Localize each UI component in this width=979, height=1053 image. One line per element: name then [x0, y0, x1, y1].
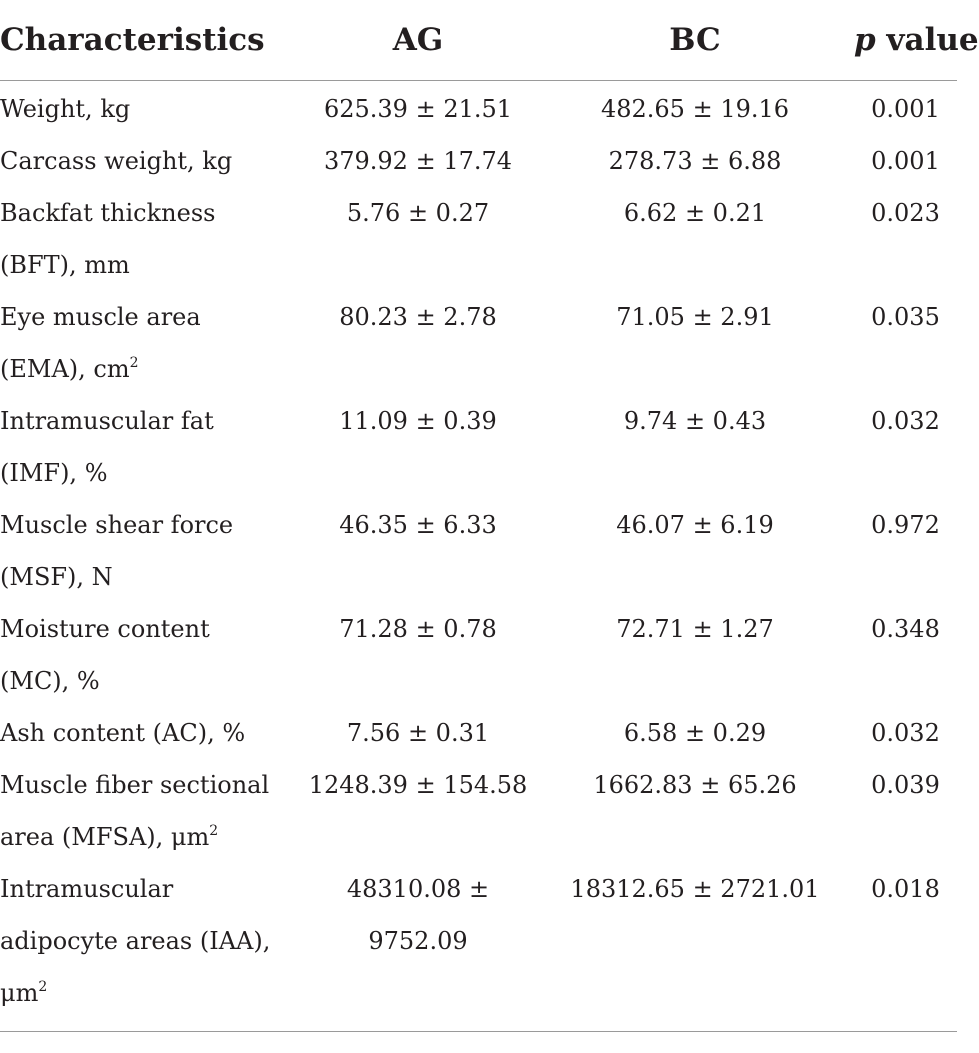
row-p-value: 0.023	[871, 199, 940, 227]
row-bc-value: 71.05 ± 2.91	[616, 303, 774, 331]
characteristic-line: (MSF), N	[0, 563, 113, 591]
row-bc-value: 482.65 ± 19.16	[600, 95, 790, 123]
superscript: 2	[129, 355, 139, 371]
superscript: 2	[38, 979, 48, 995]
table-row	[0, 759, 957, 863]
table-row	[0, 707, 957, 759]
characteristic-line: Ash content (AC), %	[0, 719, 246, 747]
row-p-value: 0.032	[871, 719, 940, 747]
row-ag-value: 46.35 ± 6.33	[339, 511, 497, 539]
row-characteristic	[0, 291, 300, 395]
table-row	[0, 81, 957, 136]
characteristic-line: (EMA), $cm^2$	[0, 355, 139, 383]
row-p-value: 0.039	[871, 771, 940, 799]
row-ag-value: 625.39 ± 21.51	[323, 95, 513, 123]
table-row	[0, 863, 957, 1032]
characteristic-line: adipocyte areas (IAA),	[0, 927, 271, 955]
characteristic-line: Eye muscle area	[0, 303, 201, 331]
row-bc-value: 18312.65 ± 2721.01	[570, 875, 820, 903]
row-ag-value: 71.28 ± 0.78	[339, 615, 497, 643]
table-row	[0, 395, 957, 499]
characteristic-line: (MC), %	[0, 667, 100, 695]
header-ag: AG	[300, 0, 536, 81]
superscript: 2	[209, 823, 219, 839]
row-p-value: 0.348	[871, 615, 940, 643]
table-row	[0, 291, 957, 395]
row-bc-value: 6.62 ± 0.21	[623, 199, 767, 227]
row-p-value: 0.032	[871, 407, 940, 435]
row-characteristic	[0, 863, 300, 1032]
row-bc-value: 9.74 ± 0.43	[623, 407, 767, 435]
header-p-italic: p	[854, 22, 876, 58]
row-p-value: 0.972	[871, 511, 940, 539]
characteristic-line: Carcass weight, kg	[0, 147, 233, 175]
characteristic-line: (IMF), %	[0, 459, 108, 487]
row-ag-value: 11.09 ± 0.39	[339, 407, 497, 435]
row-characteristic	[0, 759, 300, 863]
row-characteristic	[0, 187, 300, 291]
row-ag-value: 80.23 ± 2.78	[339, 303, 497, 331]
characteristic-line: Moisture content	[0, 615, 210, 643]
header-bc: BC	[536, 0, 854, 81]
table-row	[0, 603, 957, 707]
header-p-value	[854, 0, 979, 81]
row-characteristic	[0, 707, 300, 759]
row-ag-value: 1248.39 ± 154.58	[308, 771, 528, 799]
table-row	[0, 499, 957, 603]
characteristic-line: $\mu m^2$	[0, 979, 48, 1007]
row-p-value: 0.001	[871, 147, 940, 175]
row-ag-value: 48310.08 ± 9752.09	[346, 875, 490, 955]
header-p-rest: value	[875, 22, 979, 58]
row-characteristic	[0, 135, 300, 187]
characteristic-line: Backfat thickness	[0, 199, 216, 227]
characteristic-line: area (MFSA), $\mu m^2$	[0, 823, 219, 851]
row-characteristic	[0, 395, 300, 499]
table-row	[0, 135, 957, 187]
row-ag-value: 379.92 ± 17.74	[323, 147, 513, 175]
characteristic-line: Muscle shear force	[0, 511, 234, 539]
header-characteristics: Characteristics	[0, 0, 300, 81]
row-p-value: 0.001	[871, 95, 940, 123]
row-bc-value: 6.58 ± 0.29	[623, 719, 767, 747]
row-characteristic	[0, 603, 300, 707]
table-header	[0, 0, 979, 81]
characteristic-line: Intramuscular	[0, 875, 174, 903]
row-characteristic	[0, 499, 300, 603]
row-ag-value: 5.76 ± 0.27	[346, 199, 490, 227]
row-bc-value: 72.71 ± 1.27	[616, 615, 774, 643]
characteristic-line: Weight, kg	[0, 95, 131, 123]
characteristic-line: (BFT), mm	[0, 251, 130, 279]
row-p-value: 0.018	[871, 875, 940, 903]
row-ag-value: 7.56 ± 0.31	[346, 719, 490, 747]
row-p-value: 0.035	[871, 303, 940, 331]
characteristic-line: Muscle fiber sectional	[0, 771, 270, 799]
characteristic-line: Intramuscular fat	[0, 407, 214, 435]
row-bc-value: 1662.83 ± 65.26	[593, 771, 797, 799]
row-bc-value: 278.73 ± 6.88	[608, 147, 782, 175]
table-body	[0, 81, 957, 1032]
header-row	[0, 0, 957, 81]
table-row	[0, 187, 957, 291]
row-characteristic	[0, 81, 300, 136]
row-bc-value: 46.07 ± 6.19	[616, 511, 774, 539]
